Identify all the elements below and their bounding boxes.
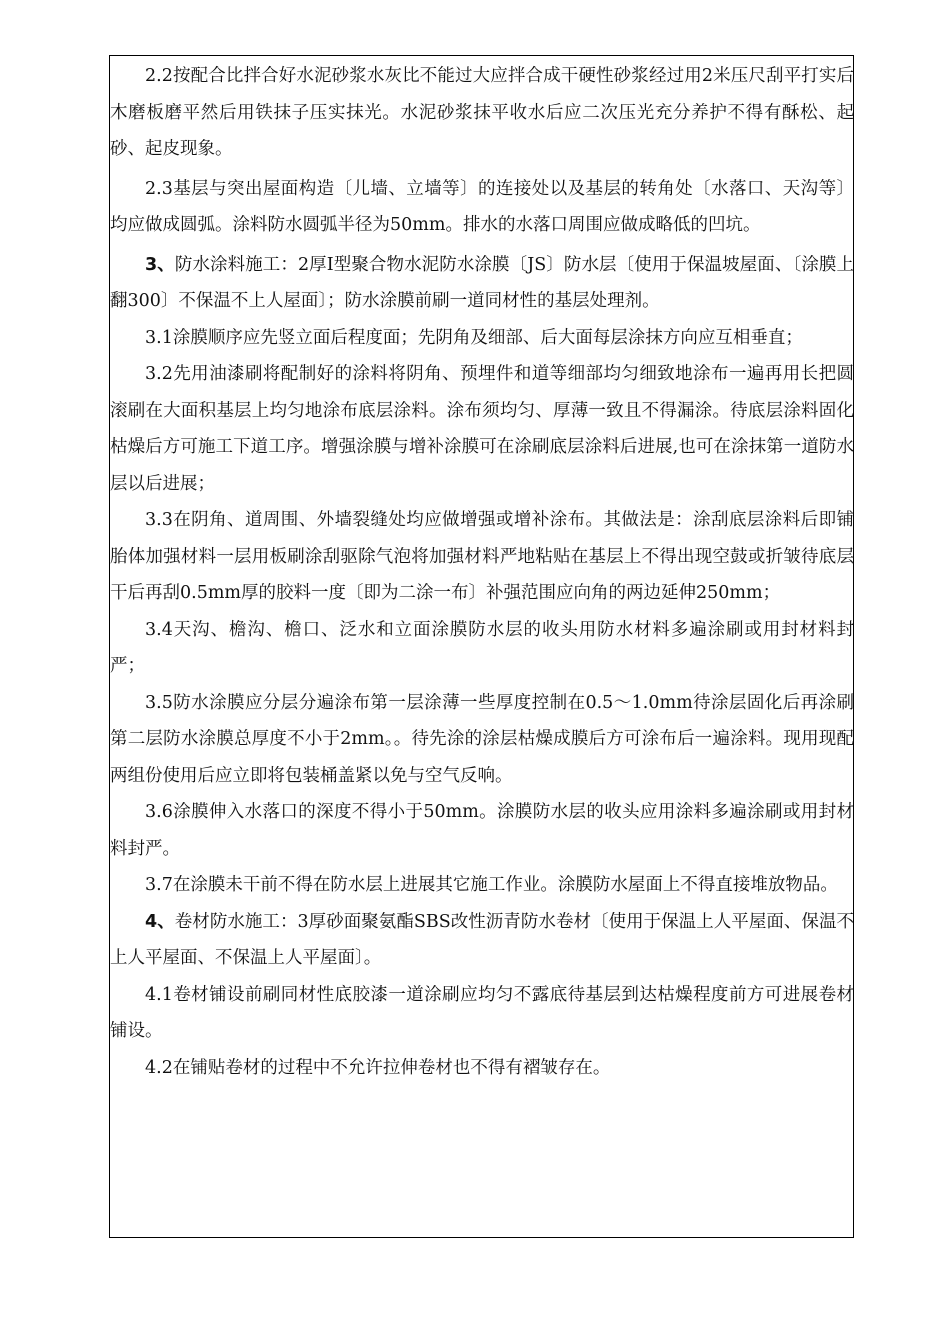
paragraph-3-3 <box>110 502 854 612</box>
paragraph-text: 4.2在铺贴卷材的过程中不允许拉伸卷材也不得有褶皱存在。 <box>145 1057 611 1078</box>
paragraph-3-6 <box>110 794 854 867</box>
section-number: 4、 <box>145 911 175 932</box>
paragraph-text: 3.2先用油漆刷将配制好的涂料将阴角、预埋件和道等细部均匀细致地涂布一遍再用长把圆滚刷在大面积基层上均匀地涂布底层涂料。涂布须均匀、厚薄一致且不得漏涂。待底层涂料固化枯燥后方可施工下道工序。增强涂膜与增补涂膜可在涂刷底层涂料后进展,也可在涂抹第一道防水层以后进展； <box>110 364 854 494</box>
paragraph-3-4 <box>110 612 854 685</box>
paragraph-4-1 <box>110 977 854 1050</box>
paragraph-3-2 <box>110 356 854 502</box>
paragraph-text: 4.1卷材铺设前刷同材性底胶漆一道涂刷应均匀不露底待基层到达枯燥程度前方可进展卷材铺设。 <box>110 984 854 1041</box>
paragraph-2-3 <box>110 171 854 244</box>
paragraph-3-5 <box>110 685 854 795</box>
section-4-heading-paragraph <box>110 904 854 977</box>
section-3-heading-paragraph <box>110 247 854 320</box>
document-body <box>110 58 854 1086</box>
paragraph-text: 3.5防水涂膜应分层分遍涂布第一层涂薄一些厚度控制在0.5～1.0mm待涂层固化后再涂刷第二层防水涂膜总厚度不小于2mm。。待先涂的涂层枯燥成膜后方可涂布后一遍涂料。现用现配两组份使用后应立即将包装桶盖紧以免与空气反响。 <box>110 692 854 786</box>
paragraph-text: 2.2按配合比拌合好水泥砂浆水灰比不能过大应拌合成干硬性砂浆经过用2米压尺刮平打实后木磨板磨平然后用铁抹子压实抹光。水泥砂浆抹平收水后应二次压光充分养护不得有酥松、起砂、起皮现象。 <box>110 66 854 159</box>
section-number: 3、 <box>145 254 175 275</box>
paragraph-text: 卷材防水施工：3厚砂面聚氨酯SBS改性沥青防水卷材〔使用于保温上人平屋面、保温不上人平屋面、不保温上人平屋面〕。 <box>110 911 854 968</box>
paragraph-text: 3.3在阴角、道周围、外墙裂缝处均应做增强或增补涂布。其做法是：涂刮底层涂料后即铺胎体加强材料一层用板刷涂刮驱除气泡将加强材料严地粘贴在基层上不得出现空鼓或折皱待底层干后再刮0.5mm厚的胶料一度〔即为二涂一布〕补强范围应向角的两边延伸250mm； <box>110 510 854 603</box>
paragraph-text: 3.7在涂膜未干前不得在防水层上进展其它施工作业。涂膜防水屋面上不得直接堆放物品。 <box>145 875 838 895</box>
paragraph-2-2 <box>110 58 854 168</box>
paragraph-text: 防水涂料施工：2厚Ⅰ型聚合物水泥防水涂膜〔JS〕防水层〔使用于保温坡屋面、〔涂膜上翻300〕不保温不上人屋面〕；防水涂膜前刷一道同材性的基层处理剂。 <box>110 254 854 311</box>
paragraph-4-2 <box>110 1050 854 1087</box>
paragraph-text: 3.6涂膜伸入水落口的深度不得小于50mm。涂膜防水层的收头应用涂料多遍涂刷或用封材料封严。 <box>110 802 854 859</box>
paragraph-3-7 <box>110 867 854 904</box>
paragraph-text: 3.4天沟、檐沟、檐口、泛水和立面涂膜防水层的收头用防水材料多遍涂刷或用封材料封严； <box>110 619 854 676</box>
paragraph-text: 2.3基层与突出屋面构造〔儿墙、立墙等〕的连接处以及基层的转角处〔水落口、天沟等〕均应做成圆弧。涂料防水圆弧半径为50mm。排水的水落口周围应做成略低的凹坑。 <box>110 178 854 235</box>
paragraph-text: 3.1涂膜顺序应先竖立面后程度面；先阴角及细部、后大面每层涂抹方向应互相垂直； <box>145 327 803 348</box>
paragraph-3-1 <box>110 320 854 357</box>
